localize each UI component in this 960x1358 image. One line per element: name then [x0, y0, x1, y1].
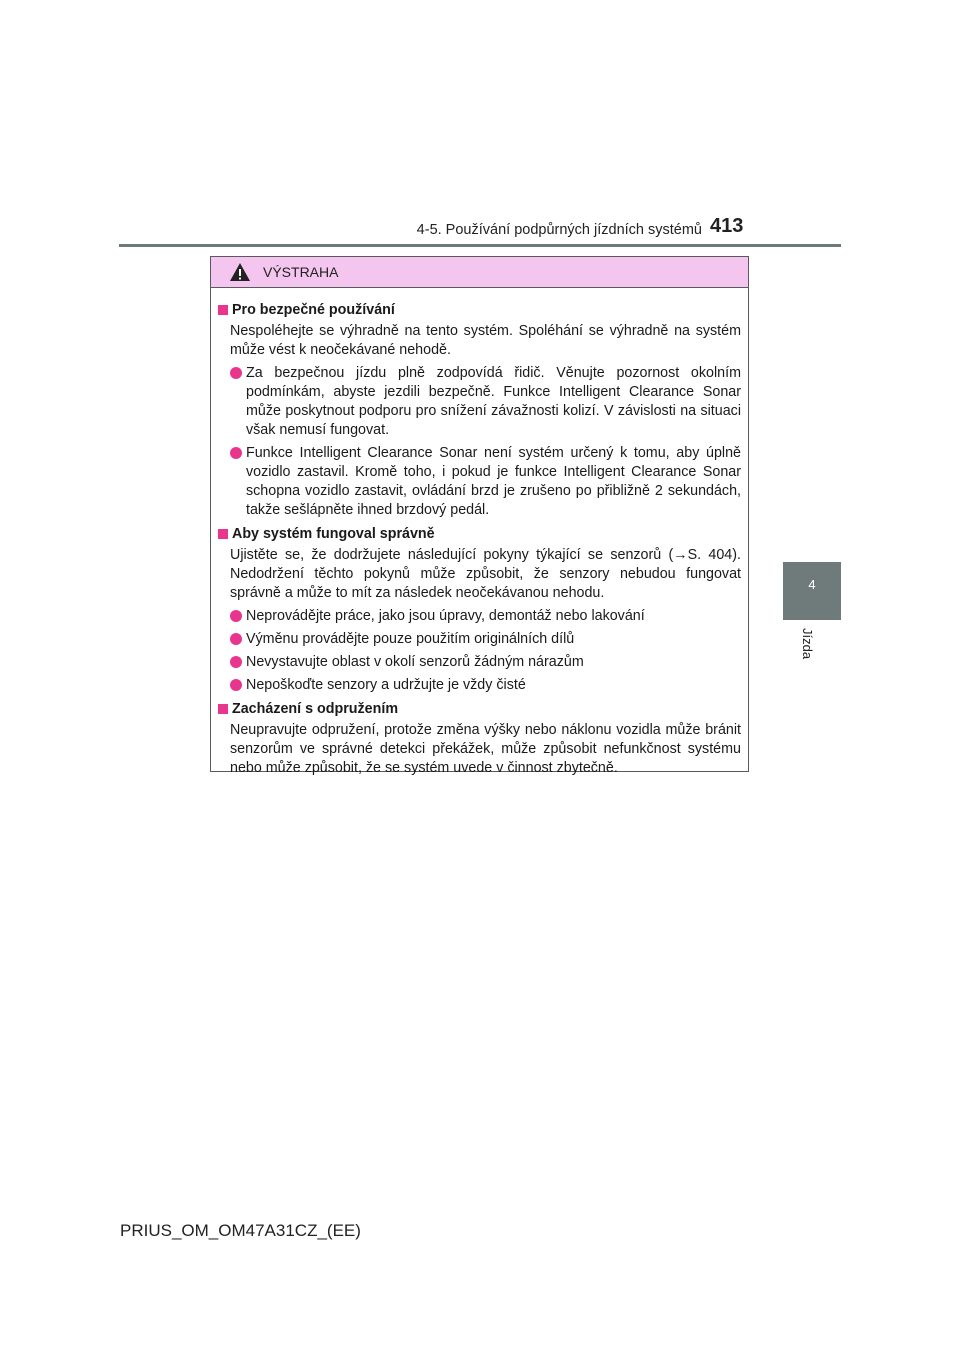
document-code: PRIUS_OM_OM47A31CZ_(EE) [120, 1221, 361, 1240]
circle-bullet-icon [230, 679, 242, 691]
warning-box [210, 256, 749, 776]
square-bullet-icon [218, 704, 228, 714]
section-heading-text: Zacházení s odpružením [232, 701, 399, 717]
warning-header [211, 257, 748, 288]
warning-triangle-icon [229, 262, 251, 282]
chapter-label: Jízda [800, 628, 815, 660]
bullet-text: Neprovádějte práce, jako jsou úpravy, demontáž nebo lakování [246, 608, 645, 624]
warning-body [211, 288, 748, 778]
bullet-item [230, 653, 741, 672]
section-heading-text: Aby systém fungoval správně [232, 526, 435, 542]
bullet-text: Výměnu provádějte pouze použitím originálních dílů [246, 631, 575, 647]
circle-bullet-icon [230, 656, 242, 668]
square-bullet-icon [218, 529, 228, 539]
section-title: 4-5. Používání podpůrných jízdních systémů [416, 222, 702, 238]
warning-title: VÝSTRAHA [263, 264, 339, 280]
section-heading [218, 300, 741, 320]
section-heading-text: Pro bezpečné používání [232, 302, 395, 318]
bullet-item [230, 676, 741, 695]
bullet-item [230, 444, 741, 520]
bullet-text: Nepoškoďte senzory a udržujte je vždy čisté [246, 677, 526, 693]
bullet-item [230, 607, 741, 626]
square-bullet-icon [218, 305, 228, 315]
section-heading [218, 699, 741, 719]
bullet-text: Za bezpečnou jízdu plně zodpovídá řidič. Věnujte pozornost okolním podmínkám, abyste jezdili bezpečně. Funkce Intelligent Clearance Sonar může poskytnout podporu pro snížení závažnosti kolizí. V závislosti na situaci však nemusí fungovat. [246, 365, 741, 438]
bullet-text: Funkce Intelligent Clearance Sonar není systém určený k tomu, aby úplně vozidlo zastavil. Kromě toho, i pokud je funkce Intelligent Clearance Sonar schopna vozidlo zastavit, ovládání brzd je zrušeno po přibližně 2 sekundách, takže sešlápněte ihned brzdový pedál. [246, 445, 741, 518]
section-paragraph: Nespoléhejte se výhradně na tento systém. Spoléhání se výhradně na systém může vést k neočekávané nehodě. [230, 323, 741, 358]
circle-bullet-icon [230, 367, 242, 379]
circle-bullet-icon [230, 633, 242, 645]
chapter-number: 4 [808, 577, 816, 592]
section-paragraph: Ujistěte se, že dodržujete následující pokyny týkající se senzorů (→S. 404). Nedodržení těchto pokynů může způsobit, že senzory nebudou fungovat správně a může to mít za následek neočekávanou nehodu. [230, 547, 741, 601]
circle-bullet-icon [230, 447, 242, 459]
section-heading [218, 524, 741, 544]
chapter-tab [783, 562, 841, 620]
bullet-text: Nevystavujte oblast v okolí senzorů žádným nárazům [246, 654, 584, 670]
section-paragraph: Neupravujte odpružení, protože změna výšky nebo náklonu vozidla může bránit senzorům ve správné detekci překážek, může způsobit nefunkčnost systému nebo může způsobit, že se systém uvede v činnost zbytečně. [230, 722, 741, 776]
circle-bullet-icon [230, 610, 242, 622]
bullet-item [230, 630, 741, 649]
header-divider [119, 244, 841, 247]
bullet-item [230, 364, 741, 440]
page-number: 413 [710, 215, 744, 237]
